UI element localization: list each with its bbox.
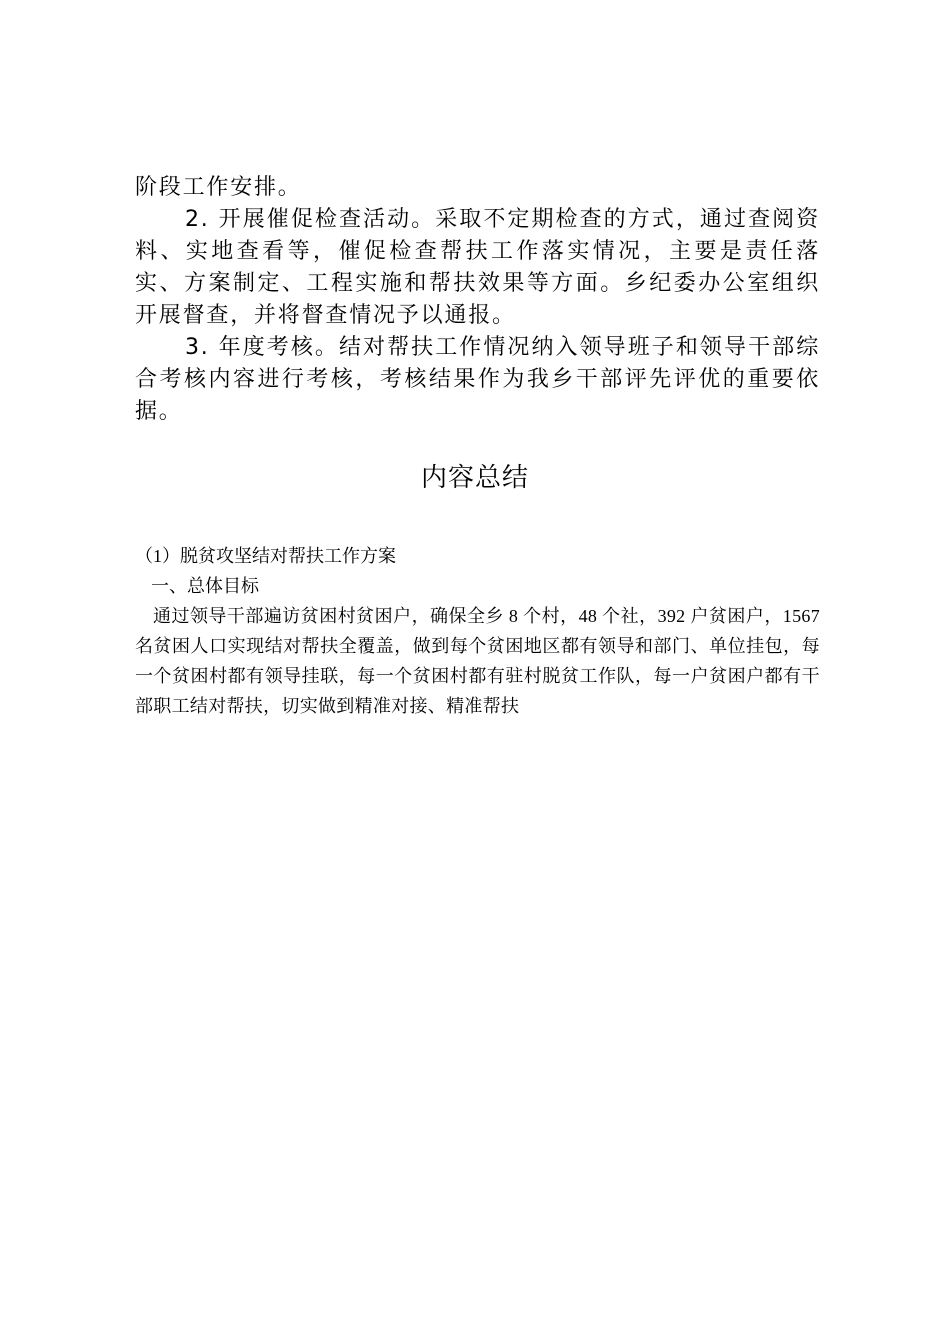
top-section [135, 172, 820, 428]
paragraph-inspection: 2. 开展催促检查活动。采取不定期检查的方式，通过查阅资料、实地查看等，催促检查帮扶工作落实情况，主要是责任落实、方案制定、工程实施和帮扶效果等方面。乡纪委办公室组织开展督查，并将督查情况予以通报。 [135, 207, 820, 328]
summary-section [135, 541, 820, 721]
summary-item-heading: （1）脱贫攻坚结对帮扶工作方案 [135, 546, 396, 566]
paragraph-continuation: 阶段工作安排。 [135, 175, 302, 200]
paragraph-annual-assessment: 3. 年度考核。结对帮扶工作情况纳入领导班子和领导干部综合考核内容进行考核，考核结果作为我乡干部评先评优的重要依据。 [135, 335, 820, 424]
summary-body-text: 通过领导干部遍访贫困村贫困户，确保全乡 8 个村，48 个社，392 户贫困户，1567 名贫困人口实现结对帮扶全覆盖，做到每个贫困地区都有领导和部门、单位挂包，每一个贫困村都有领导挂联，每一个贫困村都有驻村脱贫工作队，每一户贫困户都有干部职工结对帮扶，切实做到精准对接、精准帮扶 [135, 606, 820, 716]
summary-title: 内容总结 [420, 463, 529, 493]
summary-sub-heading: 一、总体目标 [151, 576, 259, 596]
